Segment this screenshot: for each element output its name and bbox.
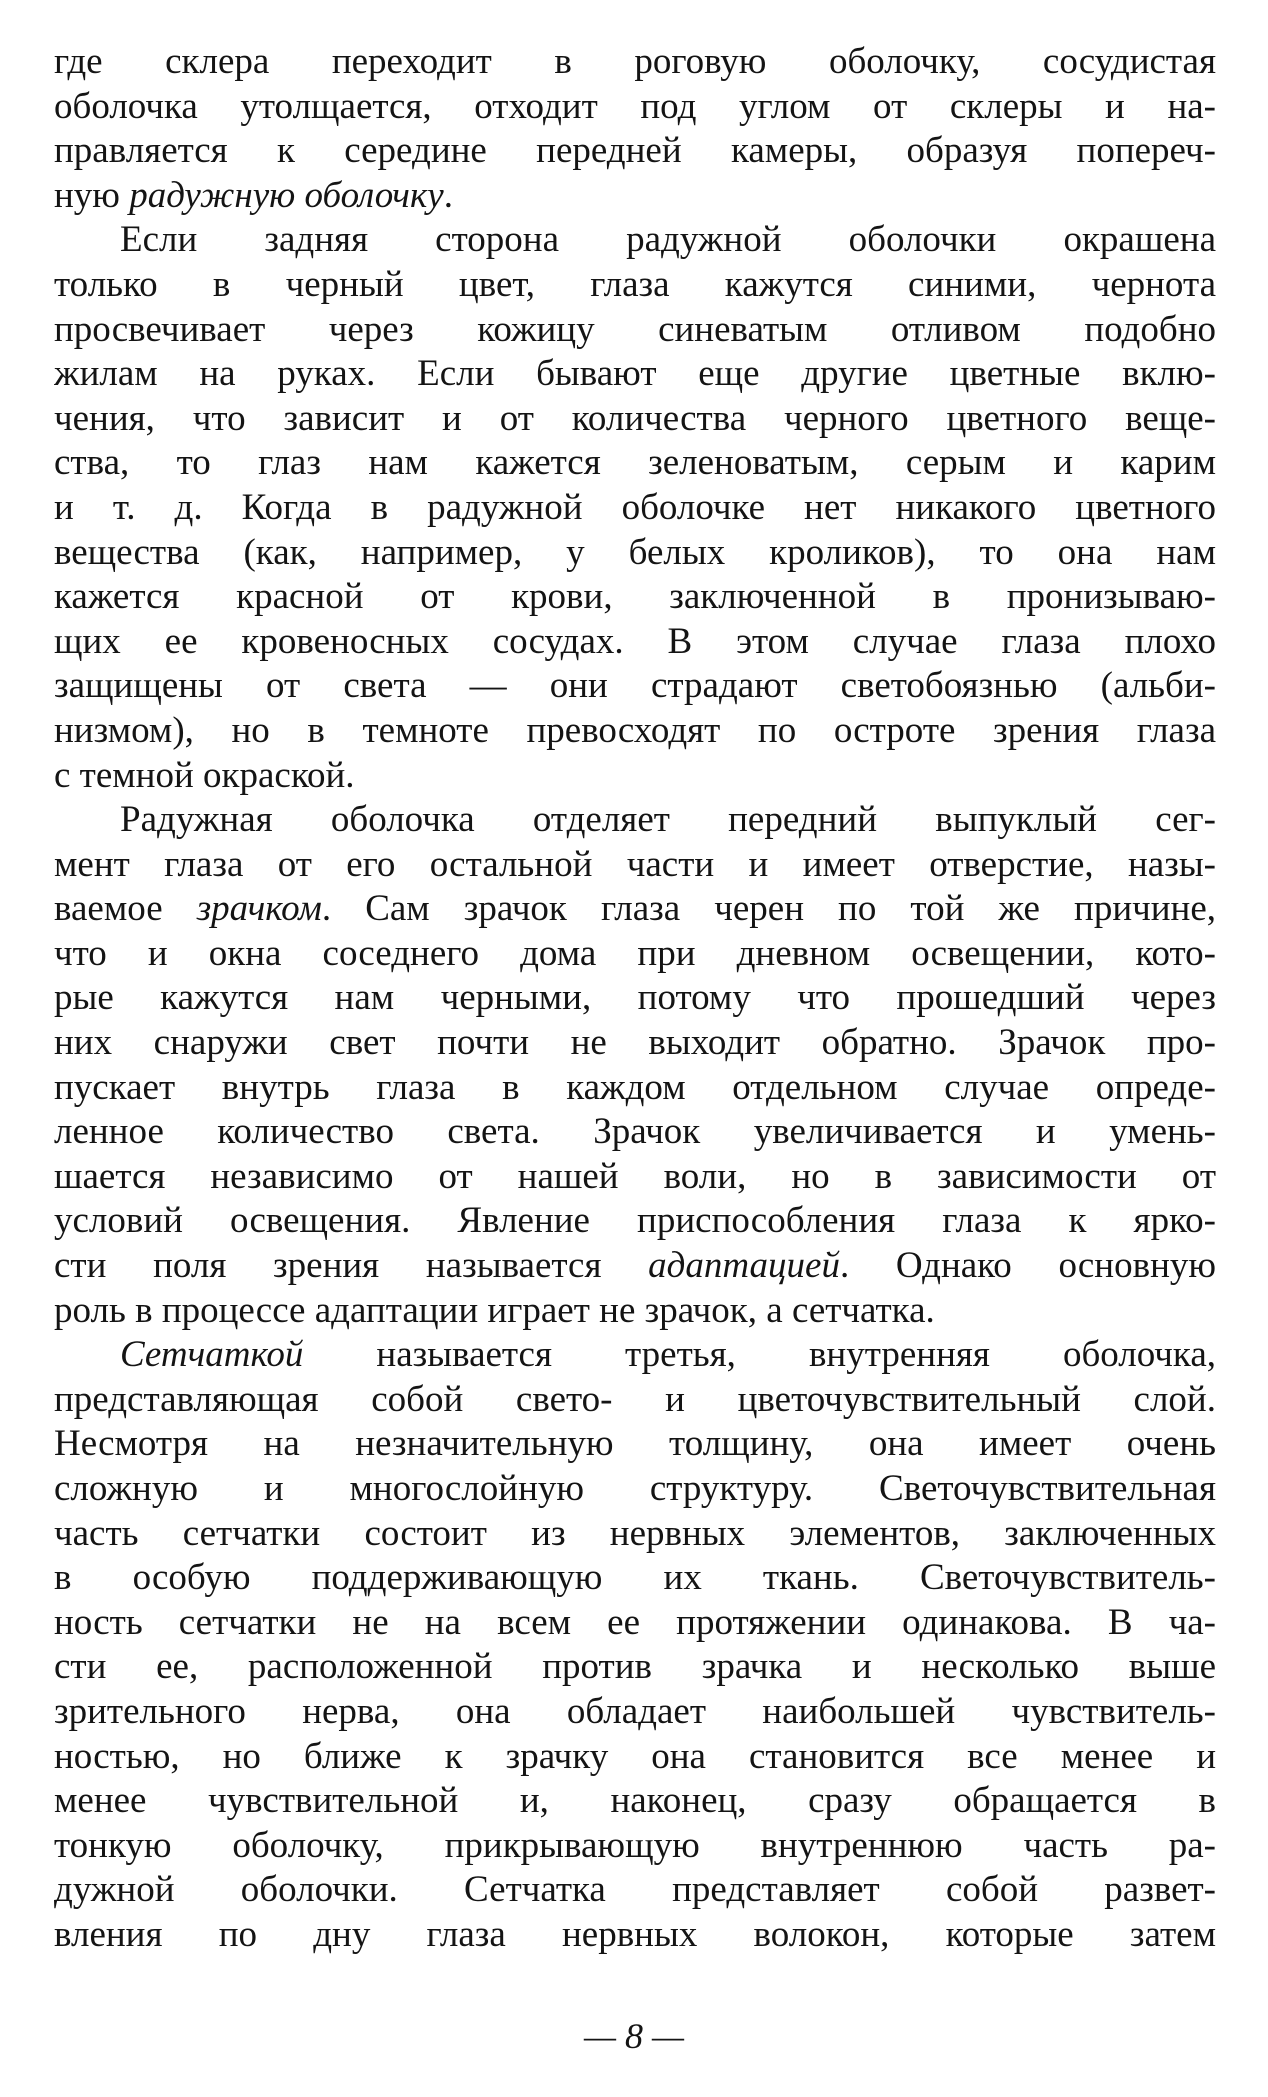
text-segment: сти поля зрения называется bbox=[54, 1245, 649, 1287]
text-segment: жилам на руках. Если бывают еще другие цветные вклю- bbox=[54, 353, 1216, 395]
text-segment: что и окна соседнего дома при дневном освещении, кото- bbox=[54, 932, 1216, 974]
text-segment: представляющая собой свето- и цветочувствительный слой. bbox=[54, 1378, 1216, 1420]
text-segment: зрительного нерва, она обладает наибольшей чувствитель- bbox=[54, 1690, 1216, 1732]
text-segment: . Однако основную bbox=[839, 1245, 1216, 1287]
text-segment: кажется красной от крови, заключенной в пронизываю- bbox=[54, 576, 1216, 618]
text-segment: шается независимо от нашей воли, но в зависимости от bbox=[54, 1155, 1216, 1197]
text-line bbox=[54, 932, 1216, 977]
text-line bbox=[54, 263, 1216, 308]
text-line bbox=[54, 1645, 1216, 1690]
text-line bbox=[54, 1868, 1216, 1913]
text-segment: вления по дну глаза нервных волокон, которые затем bbox=[54, 1913, 1216, 1955]
text-line bbox=[54, 1110, 1216, 1155]
text-segment: Несмотря на незначительную толщину, она имеет очень bbox=[54, 1423, 1216, 1465]
text-line bbox=[54, 397, 1216, 442]
text-line bbox=[54, 174, 1216, 219]
text-segment: роль в процессе адаптации играет не зрачок, а сетчатка. bbox=[54, 1289, 935, 1331]
text-line bbox=[54, 1199, 1216, 1244]
text-segment: правляется к середине передней камеры, образуя попереч- bbox=[54, 130, 1216, 172]
text-line bbox=[54, 1244, 1216, 1289]
text-line bbox=[54, 308, 1216, 353]
text-line bbox=[54, 40, 1216, 85]
text-segment: только в черный цвет, глаза кажутся синими, чернота bbox=[54, 263, 1216, 305]
page-number: — 8 — bbox=[583, 2016, 685, 2056]
text-segment: оболочка утолщается, отходит под углом от склеры и на- bbox=[54, 85, 1216, 127]
text-line bbox=[54, 1556, 1216, 1601]
paragraph bbox=[54, 798, 1216, 1333]
text-line bbox=[54, 1735, 1216, 1780]
text-segment: щих ее кровеносных сосудах. В этом случае глаза плохо bbox=[54, 620, 1216, 662]
text-line bbox=[54, 85, 1216, 130]
text-segment: низмом), но в темноте превосходят по остроте зрения глаза bbox=[54, 709, 1216, 751]
italic-term: радужную оболочку bbox=[129, 174, 444, 216]
text-line bbox=[54, 218, 1216, 263]
text-segment: с темной окраской. bbox=[54, 754, 355, 796]
text-line bbox=[54, 1378, 1216, 1423]
text-segment: Если задняя сторона радужной оболочки окрашена bbox=[120, 219, 1216, 261]
text-segment: сложную и многослойную структуру. Светочувствительная bbox=[54, 1468, 1216, 1509]
text-line bbox=[54, 1467, 1216, 1512]
text-segment: менее чувствительной и, наконец, сразу обращается в bbox=[54, 1780, 1216, 1822]
text-segment: просвечивает через кожицу синеватым отливом подобно bbox=[54, 308, 1216, 350]
text-line bbox=[54, 664, 1216, 709]
text-line bbox=[54, 575, 1216, 620]
text-line bbox=[54, 1021, 1216, 1066]
page-body bbox=[54, 40, 1216, 1958]
text-line bbox=[54, 976, 1216, 1021]
text-line bbox=[54, 1601, 1216, 1646]
text-line bbox=[54, 1824, 1216, 1869]
text-line bbox=[54, 1333, 1216, 1378]
text-segment: ность сетчатки не на всем ее протяжении одинакова. В ча- bbox=[54, 1601, 1216, 1643]
text-line bbox=[54, 754, 1216, 799]
text-line bbox=[54, 441, 1216, 486]
paragraph bbox=[54, 40, 1216, 218]
italic-term: адаптацией bbox=[648, 1245, 840, 1287]
text-segment: и т. д. Когда в радужной оболочке нет никакого цветного bbox=[54, 486, 1216, 528]
text-segment: ностью, но ближе к зрачку она становится все менее и bbox=[54, 1735, 1216, 1777]
paragraph bbox=[54, 218, 1216, 798]
text-segment: условий освещения. Явление приспособления глаза к ярко- bbox=[54, 1200, 1216, 1242]
text-segment: часть сетчатки состоит из нервных элементов, заключенных bbox=[54, 1512, 1216, 1554]
text-segment: тонкую оболочку, прикрывающую внутреннюю часть ра- bbox=[54, 1824, 1216, 1866]
text-body bbox=[54, 40, 1216, 1958]
text-line bbox=[54, 843, 1216, 888]
text-line bbox=[54, 1422, 1216, 1467]
text-segment: вещества (как, например, у белых кроликов), то она нам bbox=[54, 531, 1216, 573]
text-line bbox=[54, 798, 1216, 843]
text-line bbox=[54, 1913, 1216, 1958]
text-segment: рые кажутся нам черными, потому что прошедший через bbox=[54, 977, 1216, 1019]
text-segment: них снаружи свет почти не выходит обратно. Зрачок про- bbox=[54, 1022, 1216, 1064]
text-segment: . Сам зрачок глаза черен по той же причине, bbox=[321, 888, 1216, 930]
paragraph bbox=[54, 1333, 1216, 1957]
text-segment: где склера переходит в роговую оболочку, сосудистая bbox=[54, 41, 1216, 82]
text-line bbox=[54, 1289, 1216, 1334]
text-line bbox=[54, 1512, 1216, 1557]
text-segment: пускает внутрь глаза в каждом отдельном случае опреде- bbox=[54, 1066, 1216, 1108]
text-segment: Радужная оболочка отделяет передний выпуклый сег- bbox=[120, 799, 1216, 841]
text-line bbox=[54, 486, 1216, 531]
text-segment: называется третья, внутренняя оболочка, bbox=[303, 1334, 1216, 1376]
text-line bbox=[54, 709, 1216, 754]
text-segment: в особую поддерживающую их ткань. Светочувствитель- bbox=[54, 1557, 1216, 1599]
text-line bbox=[54, 1155, 1216, 1200]
text-segment: дужной оболочки. Сетчатка представляет собой развет- bbox=[54, 1869, 1216, 1911]
text-line bbox=[54, 1779, 1216, 1824]
text-line bbox=[54, 1690, 1216, 1735]
text-segment: ваемое bbox=[54, 888, 197, 930]
text-segment: . bbox=[443, 174, 453, 216]
text-segment: ленное количество света. Зрачок увеличивается и умень- bbox=[54, 1111, 1216, 1153]
text-line bbox=[54, 531, 1216, 576]
text-segment: чения, что зависит и от количества черного цветного веще- bbox=[54, 397, 1216, 439]
text-segment: защищены от света — они страдают светобоязнью (альби- bbox=[54, 665, 1216, 707]
text-line bbox=[54, 129, 1216, 174]
text-line bbox=[54, 352, 1216, 397]
text-segment: сти ее, расположенной против зрачка и несколько выше bbox=[54, 1646, 1216, 1688]
text-line bbox=[54, 620, 1216, 665]
text-line bbox=[54, 887, 1216, 932]
text-segment: ства, то глаз нам кажется зеленоватым, серым и карим bbox=[54, 442, 1216, 484]
text-segment: ную bbox=[54, 174, 130, 216]
text-line bbox=[54, 1066, 1216, 1111]
italic-term: зрачком bbox=[196, 888, 322, 930]
text-segment: мент глаза от его остальной части и имеет отверстие, назы- bbox=[54, 843, 1216, 885]
italic-term: Сетчаткой bbox=[120, 1334, 304, 1376]
